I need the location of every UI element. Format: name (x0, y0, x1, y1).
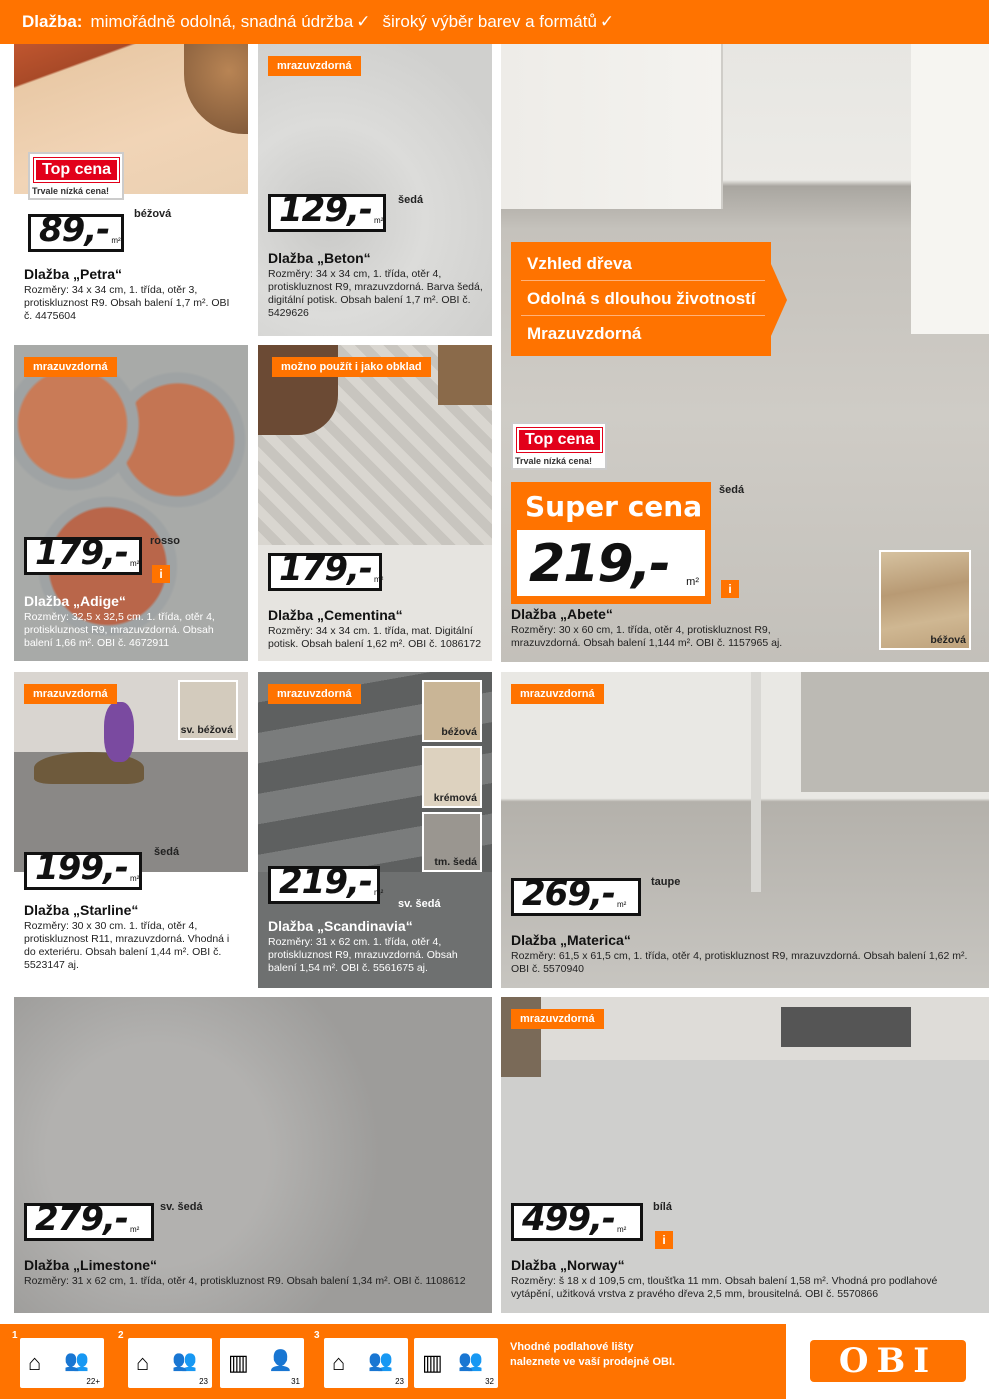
price-unit: m² (130, 559, 140, 568)
usage-icon-home (324, 1338, 408, 1388)
top-cena-sub: Trvale nízká cena! (32, 186, 110, 196)
header-title: Dlažba: (22, 12, 83, 31)
price-tag (24, 848, 142, 890)
product-desc: Rozměry: š 18 x d 109,5 cm, tloušťka 11 mm. Obsah balení 1,58 m². Vhodná pro podlahové vytápění, užitková vrstva z pravého dřeva 2,5 mm, brousitelná. OBI č. 5570866 (511, 1275, 938, 1300)
swatch-tm-seda (422, 812, 482, 872)
price-tag (511, 1199, 643, 1241)
price-unit: m² (374, 575, 384, 584)
super-cena-box (511, 482, 711, 604)
color-label: šedá (398, 194, 424, 206)
product-desc: Rozměry: 32,5 x 32,5 cm. 1. třída, otěr 4, protiskluznost R9, mrazuvzdorná. Obsah balení 1,66 m². OBI č. 4672911 (24, 611, 215, 649)
header-claim-1: mimořádně odolná, snadná údržba (90, 12, 354, 31)
feature-box (511, 242, 771, 356)
group-number: 1 (12, 1330, 18, 1341)
price-unit: m² (374, 216, 384, 225)
color-label: sv. šedá (398, 898, 441, 910)
product-desc: Rozměry: 31 x 62 cm. 1. třída, otěr 4, protiskluznost R9, mrazuvzdorná. Obsah balení 1,54 m². OBI č. 5561675 aj. (268, 936, 458, 974)
price-unit: m² (617, 900, 627, 909)
people-icon: 👥 (172, 1350, 197, 1372)
header-claim-2: široký výběr barev a formátů (382, 12, 597, 31)
swatch-label: béžová (930, 634, 966, 646)
usage-icon-office (414, 1338, 498, 1388)
price-unit: m² (130, 874, 140, 883)
wall-tile-badge: možno použít i jako obklad (272, 357, 431, 377)
usage-icon-office (220, 1338, 304, 1388)
product-scandinavia[interactable] (258, 672, 492, 988)
price-unit: m² (617, 1225, 627, 1234)
super-cena-label: Super cena (525, 490, 703, 523)
price-value: 199,- (35, 848, 128, 888)
swatch-label: béžová (441, 726, 477, 738)
concrete-wall (801, 672, 989, 792)
product-desc: Rozměry: 34 x 34 cm. 1. třída, mat. Digitální potisk. Obsah balení 1,62 m². OBI č. 1086172 (268, 625, 482, 650)
icon-label: 22+ (86, 1377, 100, 1386)
icon-label: 23 (199, 1377, 208, 1386)
product-abete[interactable] (501, 44, 989, 662)
person-icon: 👤 (268, 1350, 293, 1372)
info-icon[interactable]: i (655, 1231, 673, 1249)
swatch-bezova (422, 680, 482, 742)
glass-frame (751, 672, 761, 892)
product-materica[interactable] (501, 672, 989, 988)
product-name: Dlažba „Materica“ (511, 932, 631, 948)
product-name: Dlažba „Cementina“ (268, 607, 403, 623)
usage-icon-home (128, 1338, 212, 1388)
price-tag (268, 190, 386, 232)
home-icon: ⌂ (28, 1350, 42, 1375)
price-unit: m² (130, 1225, 140, 1234)
top-cena-label: Top cena (34, 158, 119, 182)
info-icon[interactable]: i (721, 580, 739, 598)
usage-icon-home (20, 1338, 104, 1388)
product-name: Dlažba „Petra“ (24, 266, 123, 282)
price-value: 219,- (529, 534, 669, 594)
furniture (438, 345, 492, 405)
product-desc: Rozměry: 30 x 30 cm. 1. třída, otěr 4, protiskluznost R11, mrazuvzdorná. Vhodná i do exteriéru. Obsah balení 1,44 m². OBI č. 5523147 aj. (24, 920, 230, 971)
swatch-bezova (879, 550, 971, 650)
icon-label: 31 (291, 1377, 300, 1386)
product-name: Dlažba „Limestone“ (24, 1257, 158, 1273)
frost-resistant-badge: mrazuvzdorná (268, 684, 361, 704)
product-desc: Rozměry: 34 x 34 cm, 1. třída, otěr 4, protiskluznost R9, mrazuvzdorná. Barva šedá, digitální potisk. Obsah balení 1,7 m². OBI č. 5429626 (268, 268, 483, 319)
product-name: Dlažba „Starline“ (24, 902, 139, 918)
feature-arrow (771, 264, 787, 336)
product-petra[interactable] (14, 44, 248, 336)
icon-label: 23 (395, 1377, 404, 1386)
price-unit: m² (686, 576, 699, 588)
price-value: 129,- (279, 190, 372, 230)
product-name: Dlažba „Norway“ (511, 1257, 625, 1273)
product-name: Dlažba „Beton“ (268, 250, 371, 266)
color-label: rosso (150, 535, 180, 547)
swatch-label: krémová (433, 792, 477, 804)
group-number: 3 (314, 1330, 320, 1341)
color-label: šedá (154, 846, 180, 858)
building-icon: ▥ (228, 1350, 249, 1375)
swatch-label: tm. šedá (434, 856, 477, 868)
price-tag (24, 533, 142, 575)
check-icon: ✓ (599, 12, 615, 31)
color-label: šedá (719, 484, 745, 496)
product-beton[interactable] (258, 44, 492, 336)
info-icon[interactable]: i (152, 565, 170, 583)
obi-logo-text: OBI (810, 1340, 966, 1382)
building-icon: ▥ (422, 1350, 443, 1375)
product-norway[interactable] (501, 997, 989, 1313)
price-tag (511, 874, 641, 916)
product-desc: Rozměry: 61,5 x 61,5 cm, 1. třída, otěr 4, protiskluznost R9, mrazuvzdorná. Obsah balení 1,62 m². OBI č. 5570940 (511, 950, 968, 975)
product-cementina[interactable] (258, 345, 492, 661)
wall (911, 44, 989, 334)
product-starline[interactable] (14, 672, 248, 988)
price-value: 269,- (522, 874, 615, 914)
feature-3: Mrazuvzdorná (527, 324, 642, 343)
fireplace (781, 1007, 911, 1047)
home-icon: ⌂ (136, 1350, 150, 1375)
frost-resistant-badge: mrazuvzdorná (511, 1009, 604, 1029)
header-bar (0, 0, 989, 44)
footer-note: Vhodné podlahové lišty naleznete ve vaší prodejně OBI. (510, 1341, 676, 1368)
frost-resistant-badge: mrazuvzdorná (268, 56, 361, 76)
group-number: 2 (118, 1330, 124, 1341)
product-adige[interactable] (14, 345, 248, 661)
price-tag (268, 862, 384, 904)
icon-label: 32 (485, 1377, 494, 1386)
footer-bar (0, 1324, 989, 1399)
color-label: béžová (134, 208, 172, 220)
frost-resistant-badge: mrazuvzdorná (24, 684, 117, 704)
product-name: Dlažba „Adige“ (24, 593, 126, 609)
price-tag (268, 549, 384, 591)
people-icon: 👥 (368, 1350, 393, 1372)
product-name: Dlažba „Abete“ (511, 606, 613, 622)
product-limestone[interactable] (14, 997, 492, 1313)
color-label: taupe (651, 876, 681, 888)
product-name: Dlažba „Scandinavia“ (268, 918, 413, 934)
product-desc: Rozměry: 34 x 34 cm, 1. třída, otěr 3, protiskluznost R9. Obsah balení 1,7 m². OBI č. 4475604 (24, 284, 230, 322)
color-label: bílá (653, 1201, 672, 1213)
cabinet (501, 44, 723, 209)
top-cena-badge (28, 152, 124, 200)
price-tag (28, 210, 124, 252)
top-cena-badge (511, 422, 607, 470)
price-tag (24, 1199, 154, 1241)
product-desc: Rozměry: 31 x 62 cm, 1. třída, otěr 4, protiskluznost R9. Obsah balení 1,34 m². OBI č. 1108612 (24, 1275, 466, 1287)
price-value: 89,- (39, 210, 110, 250)
obi-logo[interactable] (786, 1324, 989, 1399)
feature-1: Vzhled dřeva (527, 254, 632, 273)
price-tag (517, 530, 705, 596)
frost-resistant-badge: mrazuvzdorná (24, 357, 117, 377)
top-cena-label: Top cena (517, 428, 602, 452)
people-icon: 👥 (64, 1350, 89, 1372)
feature-2: Odolná s dlouhou životností (527, 289, 756, 308)
color-label: sv. šedá (160, 1201, 203, 1213)
check-icon: ✓ (356, 12, 371, 31)
top-cena-sub: Trvale nízká cena! (515, 456, 593, 466)
swatch-kremova (422, 746, 482, 808)
price-unit: m² (374, 888, 384, 897)
swatch-label: sv. béžová (180, 724, 233, 736)
price-value: 179,- (35, 533, 128, 573)
people-icon: 👥 (458, 1350, 483, 1372)
frost-resistant-badge: mrazuvzdorná (511, 684, 604, 704)
price-value: 499,- (522, 1199, 615, 1239)
price-value: 279,- (35, 1199, 128, 1239)
price-value: 179,- (279, 549, 372, 589)
vase-decor (104, 702, 134, 762)
swatch-sv-bezova (178, 680, 238, 740)
price-unit: m² (111, 236, 121, 245)
price-value: 219,- (279, 862, 372, 902)
home-icon: ⌂ (332, 1350, 346, 1375)
product-desc: Rozměry: 30 x 60 cm, 1. třída, otěr 4, protiskluznost R9, mrazuvzdorná. Obsah balení 1,144 m². OBI č. 1157965 aj. (511, 624, 783, 649)
